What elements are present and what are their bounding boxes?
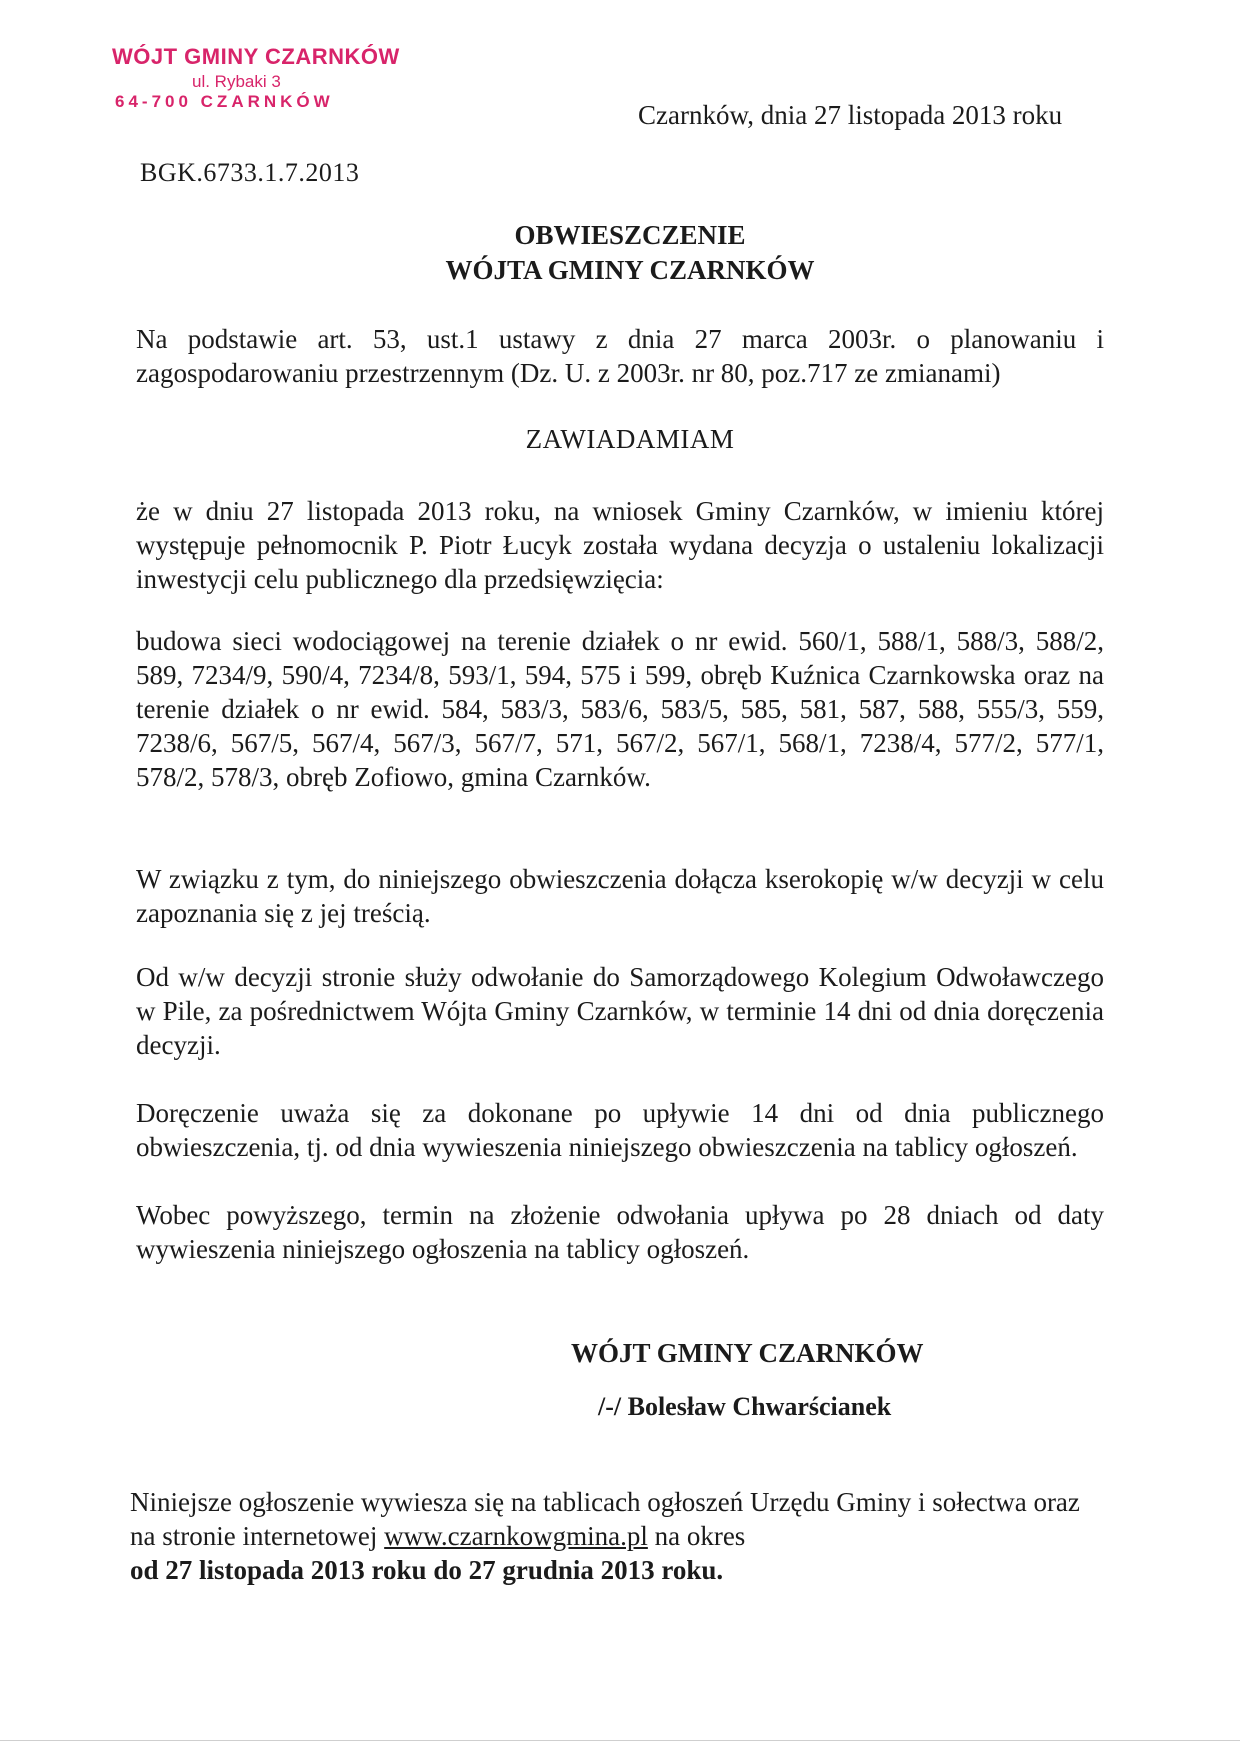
stamp-postal-city: 64-700 CZARNKÓW [115, 92, 334, 111]
website-link[interactable]: www.czarnkowgmina.pl [384, 1521, 648, 1551]
page-bottom-divider [0, 1740, 1240, 1741]
posting-period: od 27 listopada 2013 roku do 27 grudnia 2013 roku. [130, 1555, 724, 1585]
stamp-office-name: WÓJT GMINY CZARNKÓW [112, 44, 400, 69]
announcement-heading: ZAWIADAMIAM [525, 424, 735, 454]
plots-paragraph: budowa sieci wodociągowej na terenie działek o nr ewid. 560/1, 588/1, 588/3, 588/2, 589, 7234/9, 590/4, 7234/8, 593/1, 594, 575 i 599, obręb Kuźnica Czarnkowska oraz na terenie działek o nr ewid. 584, 583/3, 583/6, 583/5, 585, 581, 587, 588, 555/3, 559, 7238/6, 567/5, 567/4, 567/3, 567/7, 571, 567/2, 567/1, 568/1, 7238/4, 577/2, 577/1, 578/2, 578/3, obręb Zofiowo, gmina Czarnków. [136, 626, 1104, 792]
office-stamp [112, 44, 400, 112]
stamp-street: ul. Rybaki 3 [192, 72, 281, 91]
signer-title: WÓJT GMINY CZARNKÓW [571, 1338, 924, 1368]
reference-number: BGK.6733.1.7.2013 [140, 158, 360, 187]
posting-notice [130, 1485, 1110, 1587]
appeal-paragraph: Od w/w decyzji stronie służy odwołanie do Samorządowego Kolegium Odwoławczego w Pile, za pośrednictwem Wójta Gminy Czarnków, w terminie 14 dni od dnia doręczenia decyzji. [136, 962, 1104, 1060]
signer-name: /-/ Bolesław Chwarścianek [598, 1392, 892, 1421]
deadline-paragraph: Wobec powyższego, termin na złożenie odwołania upływa po 28 dniach od daty wywieszenia niniejszego ogłoszenia na tablicy ogłoszeń. [136, 1200, 1104, 1264]
posting-notice-text: Niniejsze ogłoszenie wywiesza się na tablicach ogłoszeń Urzędu Gminy i sołectwa oraz na stronie internetowej [130, 1487, 1080, 1551]
document-date: Czarnków, dnia 27 listopada 2013 roku [638, 100, 1063, 130]
decision-info-paragraph: że w dniu 27 listopada 2013 roku, na wniosek Gminy Czarnków, w imieniu której występuje pełnomocnik P. Piotr Łucyk została wydana decyzja o ustaleniu lokalizacji inwestycji celu publicznego dla przedsięwzięcia: [136, 496, 1104, 594]
posting-notice-text-end: na okres [647, 1521, 746, 1551]
document-subtitle: WÓJTA GMINY CZARNKÓW [445, 255, 815, 285]
document-title: OBWIESZCZENIE [514, 220, 746, 250]
attachment-paragraph: W związku z tym, do niniejszego obwieszczenia dołącza kserokopię w/w decyzji w celu zapoznania się z jej treścią. [136, 864, 1104, 928]
legal-basis-paragraph: Na podstawie art. 53, ust.1 ustawy z dnia 27 marca 2003r. o planowaniu i zagospodarowaniu przestrzennym (Dz. U. z 2003r. nr 80, poz.717 ze zmianami) [136, 324, 1104, 388]
delivery-paragraph: Doręczenie uważa się za dokonane po upływie 14 dni od dnia publicznego obwieszczenia, tj. od dnia wywieszenia niniejszego obwieszczenia na tablicy ogłoszeń. [136, 1098, 1104, 1162]
